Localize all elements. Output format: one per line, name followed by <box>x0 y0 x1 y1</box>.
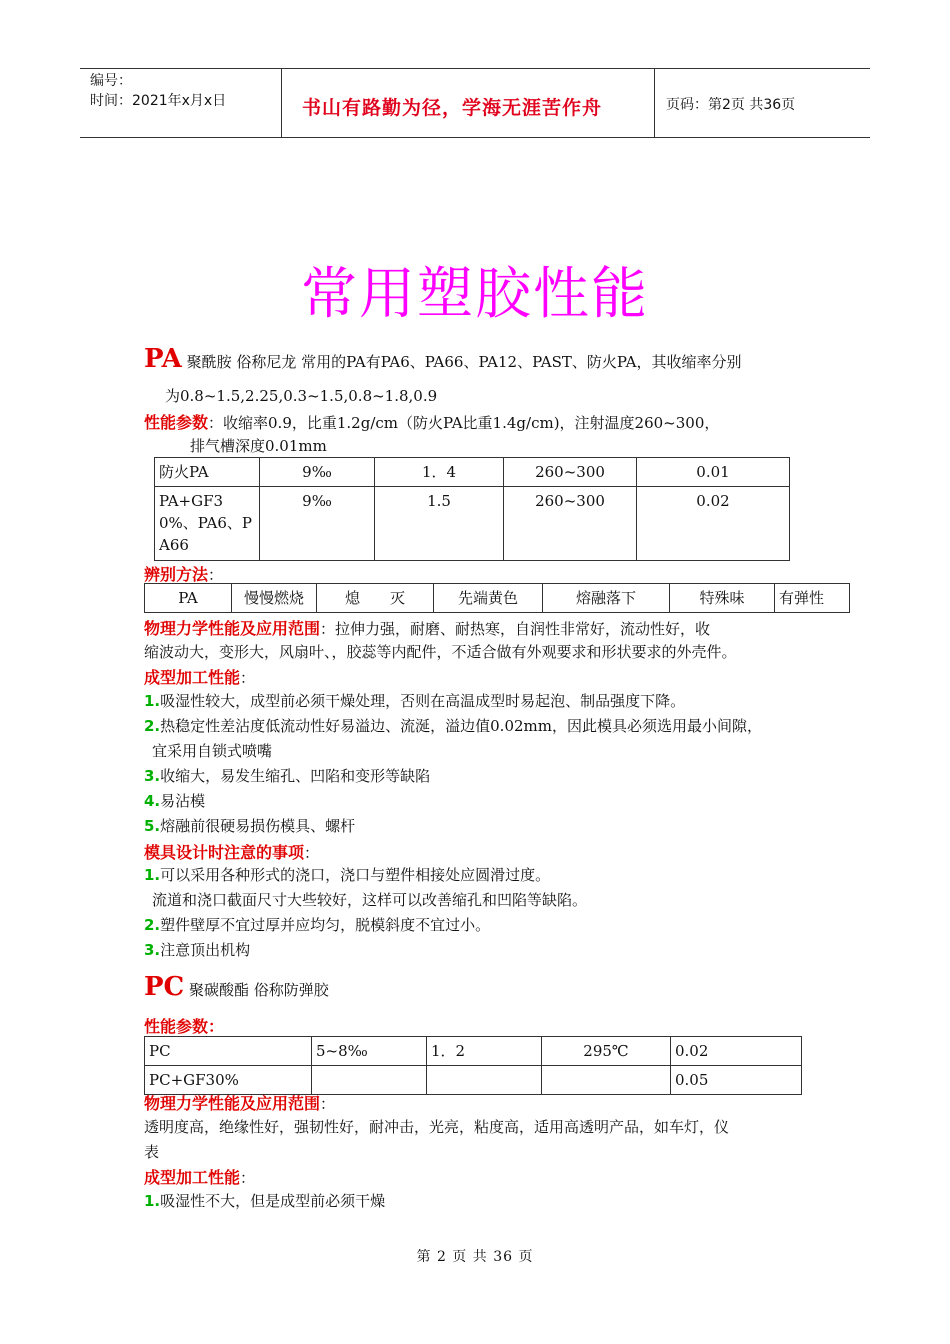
item-number: 1. <box>144 1192 161 1210</box>
pc-mech-cont: 表 <box>144 1143 160 1161</box>
table-cell: 熔融落下 <box>543 584 670 613</box>
pa-mold-heading <box>144 840 319 863</box>
table-cell: 260~300 <box>504 458 637 487</box>
list-item <box>144 690 685 711</box>
pa-proc-label: 成型加工性能 <box>144 668 241 687</box>
table-cell: 9‰ <box>260 458 375 487</box>
item-text: 吸湿性较大，成型前必须干燥处理，否则在高温成型时易起泡、制品强度下降。 <box>160 692 686 710</box>
header-divider <box>654 69 655 137</box>
pa-perf-cont: 排气槽深度0.01mm <box>190 437 327 455</box>
table-cell: 1．2 <box>427 1037 542 1066</box>
header-number: 编号： <box>90 73 132 89</box>
item-text: 热稳定性差沾度低流动性好易溢边、流涎，溢边值0.02mm，因此模具必须选用最小间隙， <box>160 717 762 735</box>
item-text: 熔融前很硬易损伤模具、螺杆 <box>160 817 356 835</box>
pa-identify-table <box>144 583 850 613</box>
pc-param-table <box>144 1036 802 1095</box>
pc-proc-heading <box>144 1165 255 1188</box>
pa-intro-text: 聚酰胺 俗称尼龙 常用的PA有PA6、PA66、PA12、PAST、防火PA，其收缩率分别 <box>186 353 742 371</box>
table-cell <box>427 1066 542 1095</box>
item-number: 2. <box>144 717 161 735</box>
pa-proc-heading <box>144 665 255 688</box>
header-divider <box>281 69 282 137</box>
pa-identify-label: 辨别方法 <box>144 565 209 584</box>
pc-mech-text: 透明度高，绝缘性好，强韧性好，耐冲击，光亮，粘度高，适用高透明产品，如车灯，仪 <box>144 1118 730 1136</box>
pc-mech-label: 物理力学性能及应用范围 <box>144 1094 321 1113</box>
pa-intro <box>144 344 741 374</box>
table-cell: 295℃ <box>542 1037 671 1066</box>
item-text: 收缩大，易发生缩孔、凹陷和变形等缺陷 <box>160 767 431 785</box>
list-item <box>144 815 355 836</box>
item-number: 3. <box>144 767 161 785</box>
colon: ： <box>320 1095 336 1113</box>
item-text: 宜采用自锁式喷嘴 <box>152 742 273 760</box>
item-text: 吸湿性不大，但是成型前必须干燥 <box>160 1192 386 1210</box>
table-cell: 9‰ <box>260 487 375 561</box>
colon: ： <box>208 566 224 584</box>
header-motto: 书山有路勤为径，学海无涯苦作舟 <box>302 97 603 119</box>
list-item <box>144 939 250 960</box>
table-row <box>145 1037 802 1066</box>
table-cell: PA+GF30%、PA6、PA66 <box>155 487 260 561</box>
table-cell: 0.01 <box>637 458 790 487</box>
table-cell: 防火PA <box>155 458 260 487</box>
table-cell: 特殊味 <box>670 584 775 613</box>
list-item <box>152 740 272 761</box>
pc-proc-label: 成型加工性能 <box>144 1168 241 1187</box>
pc-perf-label: 性能参数： <box>144 1017 225 1036</box>
colon: ： <box>240 669 256 687</box>
table-cell: 0.02 <box>671 1037 802 1066</box>
item-number: 2. <box>144 916 161 934</box>
pa-perf-text: ：收缩率0.9，比重1.2g/cm（防火PA比重1.4g/cm)，注射温度260~300， <box>208 414 720 432</box>
pa-abbr: PA <box>144 344 182 374</box>
table-cell: 0.05 <box>671 1066 802 1095</box>
item-text: 注意顶出机构 <box>160 941 251 959</box>
pa-identify-heading <box>144 562 223 585</box>
table-cell <box>542 1066 671 1095</box>
pc-intro-text: 聚碳酸酯 俗称防弹胶 <box>189 981 329 999</box>
pa-perf <box>144 410 719 433</box>
header-meta <box>90 71 226 111</box>
item-number: 1. <box>144 692 161 710</box>
item-number: 1. <box>144 866 161 884</box>
item-number: 4. <box>144 792 161 810</box>
list-item <box>144 914 490 935</box>
document-title: 常用塑胶性能 <box>301 262 649 327</box>
table-row <box>145 584 850 613</box>
pa-mech-label: 物理力学性能及应用范围 <box>144 619 321 638</box>
page-header <box>80 68 870 138</box>
table-cell: 先端黄色 <box>434 584 543 613</box>
colon: ： <box>240 1169 256 1187</box>
item-text: 塑件壁厚不宜过厚并应均匀，脱模斜度不宜过小。 <box>160 916 491 934</box>
table-cell: PC+GF30% <box>145 1066 312 1095</box>
table-cell: PA <box>145 584 232 613</box>
list-item <box>144 715 762 736</box>
header-date: 时间：2021年x月x日 <box>90 93 227 109</box>
item-text: 流道和浇口截面尺寸大些较好，这样可以改善缩孔和凹陷等缺陷。 <box>152 891 588 909</box>
table-cell: PC <box>145 1037 312 1066</box>
pa-intro-cont: 为0.8~1.5,2.25,0.3~1.5,0.8~1.8,0.9 <box>165 387 438 405</box>
item-number: 5. <box>144 817 161 835</box>
page-footer: 第 2 页 共 36 页 <box>416 1249 534 1265</box>
list-item <box>152 889 587 910</box>
item-text: 易沾模 <box>160 792 206 810</box>
list-item <box>144 1190 385 1211</box>
list-item <box>144 790 205 811</box>
list-item <box>144 864 550 885</box>
pc-intro <box>144 972 329 1002</box>
pa-mech-cont: 缩波动大，变形大，风扇叶、，胶蕊等内配件，不适合做有外观要求和形状要求的外壳件。 <box>144 643 737 661</box>
table-cell: 慢慢燃烧 <box>232 584 317 613</box>
table-cell: 熄 灭 <box>317 584 434 613</box>
pc-mech-heading <box>144 1091 335 1114</box>
pa-mech <box>144 616 710 639</box>
table-cell: 260~300 <box>504 487 637 561</box>
item-text: 可以采用各种形式的浇口，浇口与塑件相接处应圆滑过度。 <box>160 866 551 884</box>
colon: ： <box>304 844 320 862</box>
table-row <box>155 458 790 487</box>
table-cell: 0.02 <box>637 487 790 561</box>
pa-param-table <box>154 457 790 561</box>
table-cell: 有弹性 <box>775 584 850 613</box>
header-page-info: 页码：第2页 共36页 <box>666 97 796 113</box>
table-cell: 1.5 <box>375 487 504 561</box>
pa-mech-text: ：拉伸力强，耐磨、耐热寒，自润性非常好，流动性好，收 <box>320 620 711 638</box>
pc-perf-heading <box>144 1014 224 1037</box>
pc-abbr: PC <box>144 972 185 1002</box>
table-cell: 5~8‰ <box>312 1037 427 1066</box>
table-row <box>155 487 790 561</box>
item-number: 3. <box>144 941 161 959</box>
list-item <box>144 765 430 786</box>
pa-perf-label: 性能参数 <box>144 413 209 432</box>
table-cell: 1．4 <box>375 458 504 487</box>
pa-mold-label: 模具设计时注意的事项 <box>144 843 305 862</box>
